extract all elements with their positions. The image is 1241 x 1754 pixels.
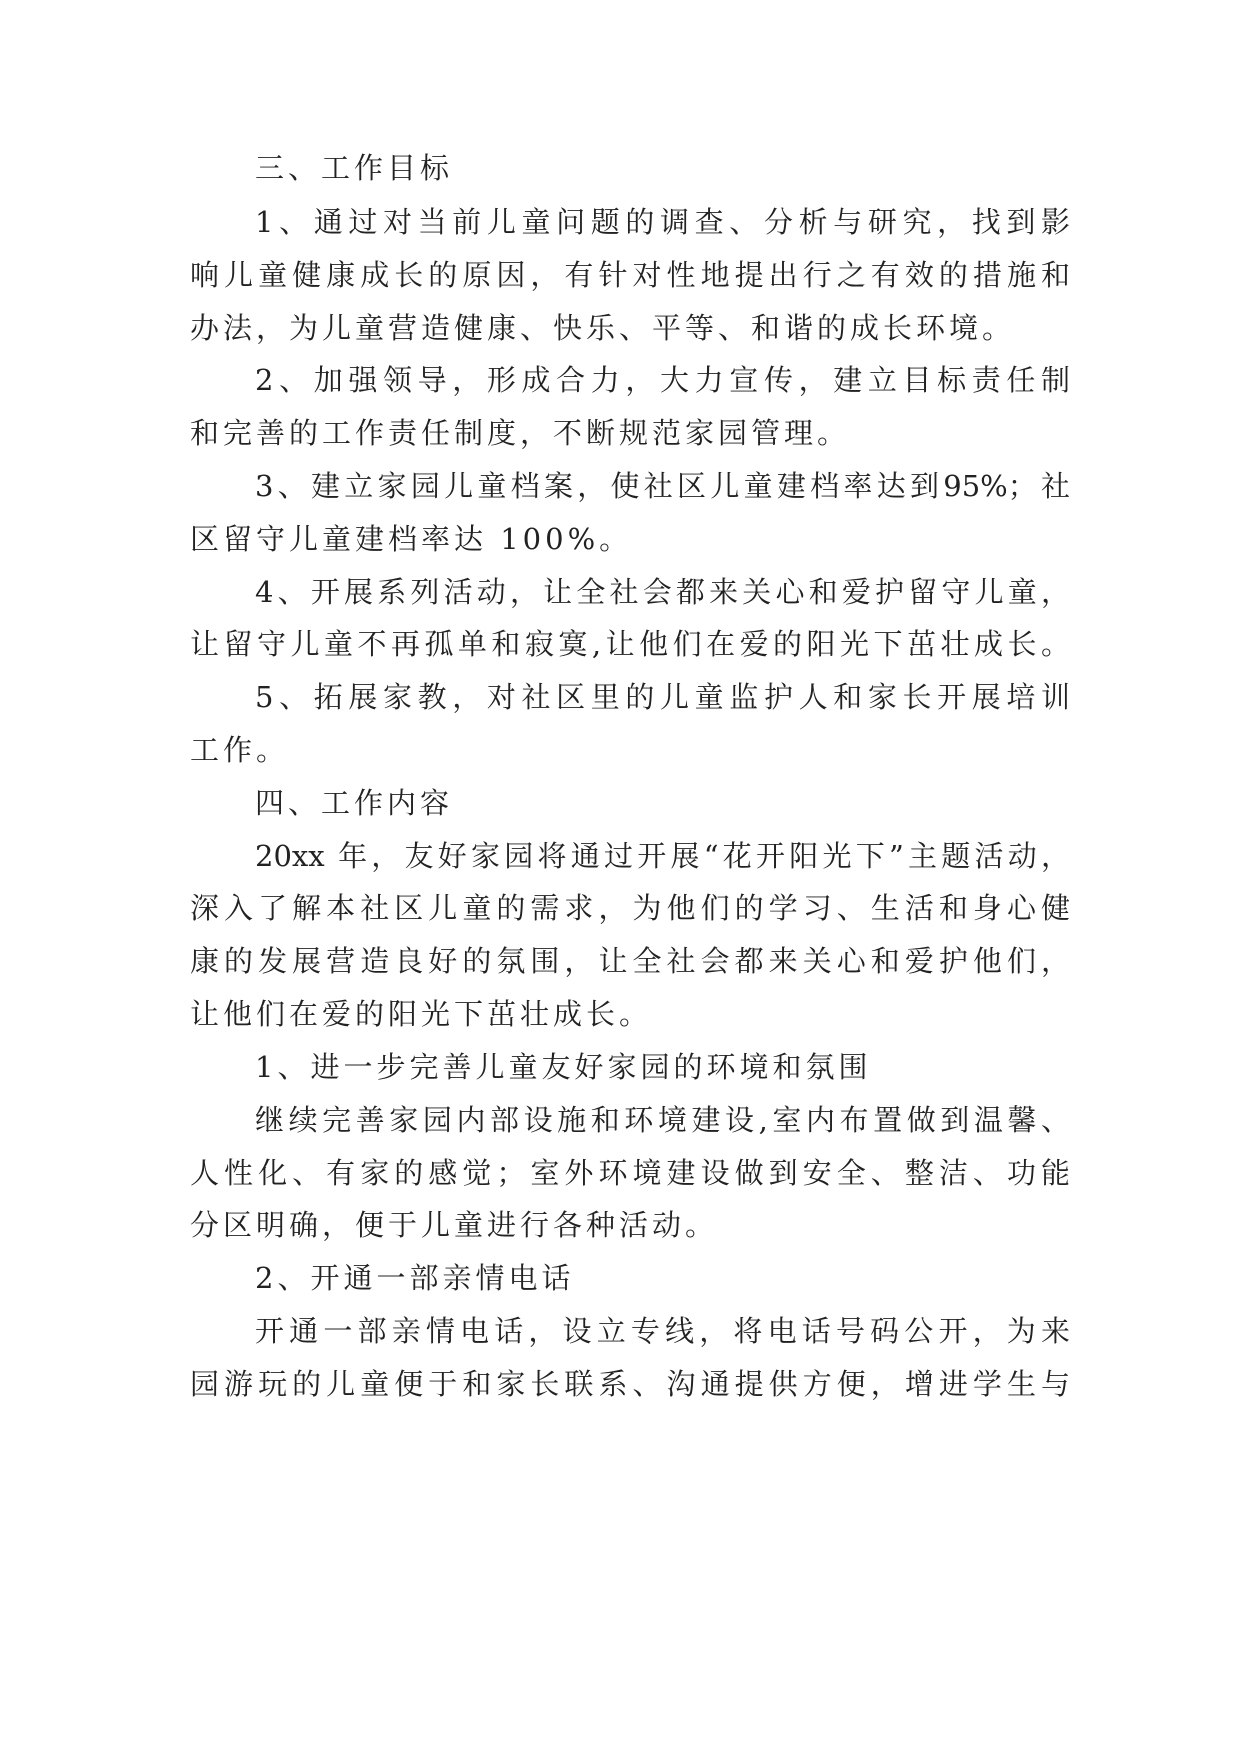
paragraph-line: 区留守儿童建档率达 100%。 [190,522,633,556]
paragraph-line: 20xx 年，友好家园将通过开展“花开阳光下”主题活动， [255,839,1070,873]
paragraph-line: 继续完善家园内部设施和环境建设,室内布置做到温馨、 [255,1103,1070,1137]
paragraph-line: 园游玩的儿童便于和家长联系、沟通提供方便，增进学生与 [190,1367,1070,1401]
paragraph-line: 响儿童健康成长的原因，有针对性地提出行之有效的措施和 [190,258,1070,292]
paragraph-line: 康的发展营造良好的氛围，让全社会都来关心和爱护他们， [190,944,1070,978]
subheading-phone: 2、开通一部亲情电话 [255,1261,575,1295]
paragraph-line: 开通一部亲情电话，设立专线，将电话号码公开，为来 [255,1314,1070,1348]
section-heading-goals: 三、工作目标 [255,151,454,185]
paragraph-line: 2、加强领导，形成合力，大力宣传，建立目标责任制 [255,363,1070,397]
paragraph-line: 办法，为儿童营造健康、快乐、平等、和谐的成长环境。 [190,311,1016,345]
paragraph-line: 让留守儿童不再孤单和寂寞,让他们在爱的阳光下茁壮成长。 [190,627,1070,661]
subheading-environment: 1、进一步完善儿童友好家园的环境和氛围 [255,1050,872,1084]
paragraph-line: 4、开展系列活动，让全社会都来关心和爱护留守儿童， [255,575,1070,609]
paragraph-line: 和完善的工作责任制度，不断规范家园管理。 [190,416,851,450]
paragraph-line: 5、拓展家教，对社区里的儿童监护人和家长开展培训 [255,680,1070,714]
paragraph-line: 工作。 [190,733,290,767]
paragraph-line: 3、建立家园儿童档案，使社区儿童建档率达到95%；社 [255,469,1070,503]
paragraph-line: 深入了解本社区儿童的需求，为他们的学习、生活和身心健 [190,891,1070,925]
paragraph-line: 1、通过对当前儿童问题的调查、分析与研究，找到影 [255,205,1070,239]
paragraph-line: 分区明确，便于儿童进行各种活动。 [190,1208,719,1242]
paragraph-line: 让他们在爱的阳光下茁壮成长。 [190,997,653,1031]
paragraph-line: 人性化、有家的感觉；室外环境建设做到安全、整洁、功能 [190,1156,1070,1190]
section-heading-content: 四、工作内容 [255,786,454,820]
